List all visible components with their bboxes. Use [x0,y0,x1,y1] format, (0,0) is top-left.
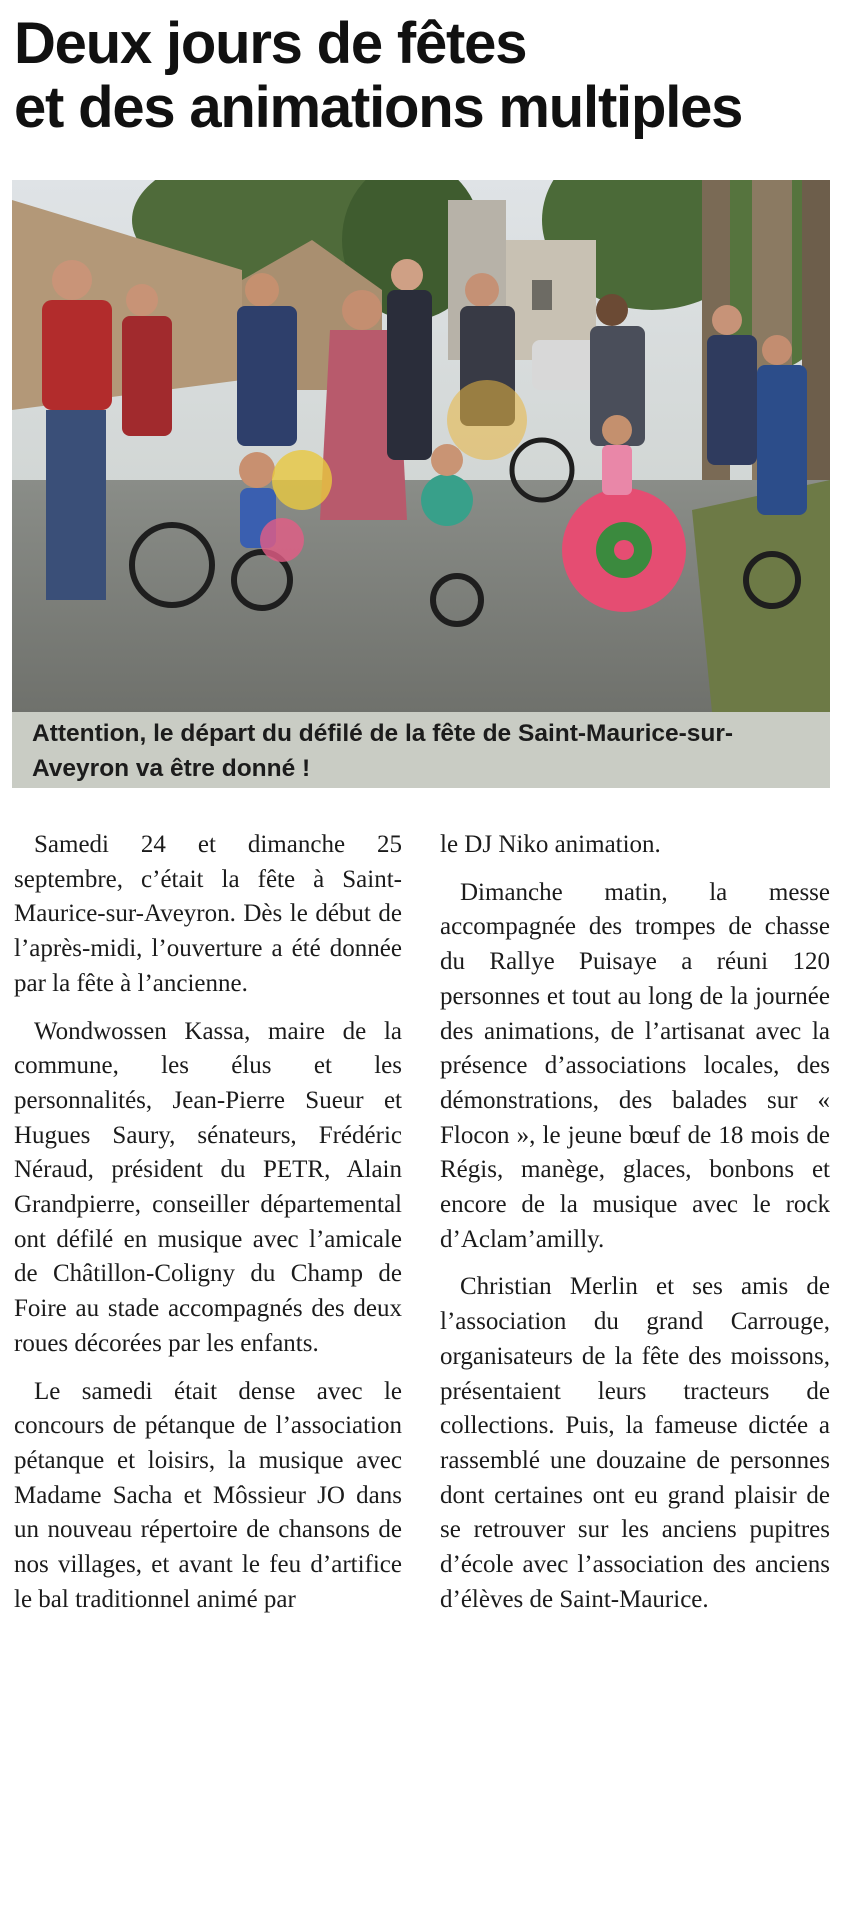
paragraph-continuation: le DJ Niko animation. [440,831,661,858]
article-column-left [14,828,402,1630]
article-photo [12,180,830,712]
article-column-right [440,828,830,1630]
paragraph: Christian Merlin et ses amis de l’association du grand Carrouge, organisateurs de la fête des moissons, présentaient leurs tracteurs de collections. Puis, la fameuse dictée a rassemblé une douzaine de personnes dont certaines ont eu grand plaisir de se retrouver sur les anciens pupitres d’école avec l’association des anciens d’élèves de Saint-Maurice. [440,1273,830,1613]
paragraph: Dimanche matin, la messe accompagnée des trompes de chasse du Rallye Puisaye a réuni 120 personnes et tout au long de la journée des animations, de l’artisanat avec la présence d’associations locales, des démonstrations, des balades sur « Flocon », le jeune bœuf de 18 mois de Régis, manège, glaces, bonbons et encore de la musique avec le rock d’Aclam’amilly. [440,878,830,1253]
paragraph: Samedi 24 et dimanche 25 septembre, c’était la fête à Saint-Maurice-sur-Aveyron. Dès le début de l’après-midi, l’ouverture a été donnée par la fête à l’ancienne. [14,831,402,997]
article-headline [14,12,834,140]
headline-line-1: Deux jours de fêtes [14,11,527,76]
photo-caption: Attention, le départ du défilé de la fête de Saint-Maurice-sur-Aveyron va être donné ! [12,712,830,788]
paragraph: Wondwossen Kassa, maire de la commune, les élus et les personnalités, Jean-Pierre Sueur et Hugues Saury, sénateurs, Frédéric Néraud, président du PETR, Alain Grandpierre, conseiller départemental ont défilé en musique avec l’amicale de Châtillon-Coligny du Champ de Foire au stade accompagnés des deux roues décorées par les enfants. [14,1017,402,1357]
headline-line-2: et des animations multiples [14,75,743,140]
paragraph: Le samedi était dense avec le concours de pétanque de l’association pétanque et loisirs, la musique avec Madame Sacha et Môssieur JO dans un nouveau répertoire de chansons de nos villages, et avant le feu d’artifice le bal traditionnel animé par [14,1377,402,1613]
